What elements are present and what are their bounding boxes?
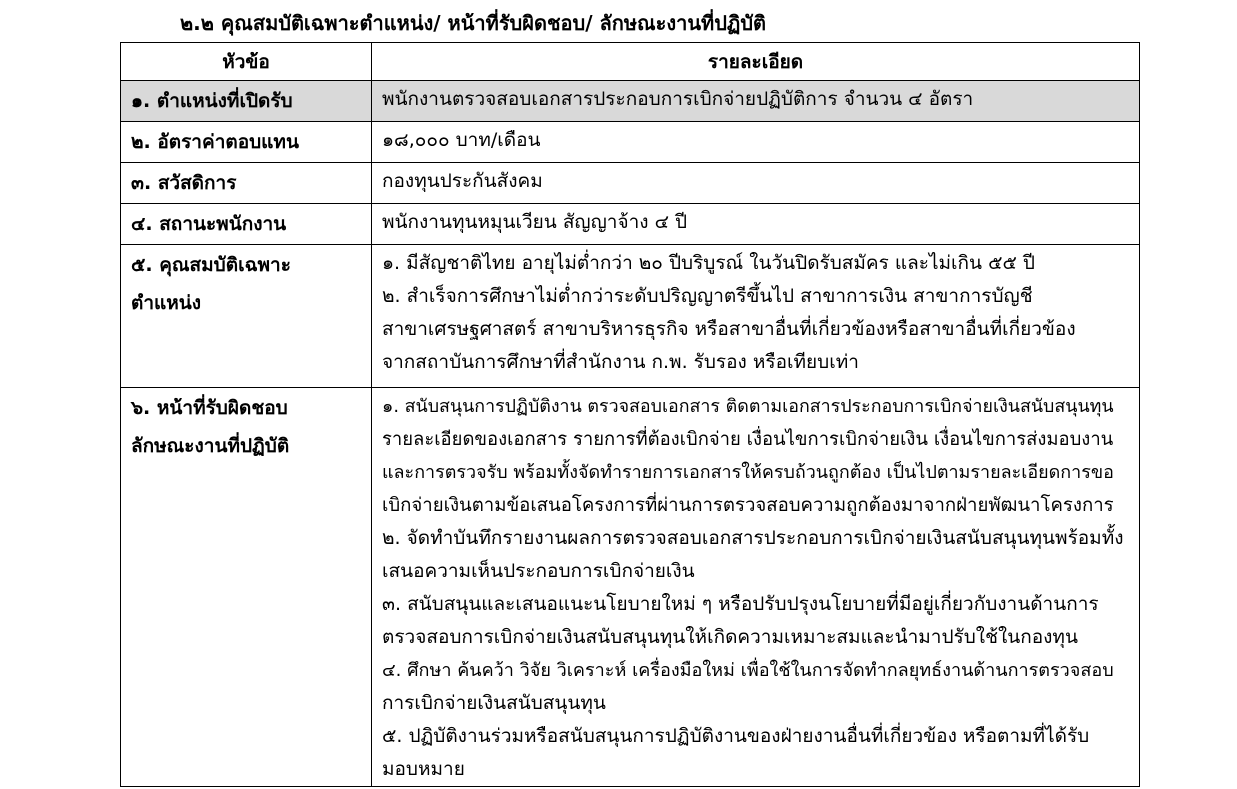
detail-line: ๑. สนับสนุนการปฏิบัติงาน ตรวจสอบเอกสาร ติดตามเอกสารประกอบการเบิกจ่ายเงินสนับสนุนทุน [382, 396, 1114, 417]
detail-line: และการตรวจรับ พร้อมทั้งจัดทำรายการเอกสารให้ครบถ้วนถูกต้อง เป็นไปตามรายละเอียดการขอ [382, 462, 1114, 483]
topic-text: ๕. คุณสมบัติเฉพาะ [131, 254, 291, 276]
detail-line: สาขาเศรษฐศาสตร์ สาขาบริหารธุรกิจ หรือสาขาอื่นที่เกี่ยวข้องหรือสาขาอื่นที่เกี่ยวข้อง [382, 318, 1076, 340]
header-detail: รายละเอียด [372, 43, 1140, 81]
table-row-salary [121, 122, 1140, 163]
detail-line: จากสถาบันการศึกษาที่สำนักงาน ก.พ. รับรอง หรือเทียบเท่า [382, 351, 859, 373]
header-topic: หัวข้อ [121, 43, 372, 81]
detail-line: ๒. จัดทำบันทึกรายงานผลการตรวจสอบเอกสารประกอบการเบิกจ่ายเงินสนับสนุนทุนพร้อมทั้ง [382, 527, 1124, 549]
detail-cell [372, 388, 1140, 787]
detail-text: กองทุนประกันสังคม [382, 170, 543, 192]
table-row-responsibilities [121, 388, 1140, 787]
topic-text: ๒. อัตราค่าตอบแทน [131, 131, 299, 153]
detail-line: ๔. ศึกษา ค้นคว้า วิจัย วิเคราะห์ เครื่องมือใหม่ เพื่อใช้ในการจัดทำกลยุทธ์งานด้านการตรวจสอบ [382, 660, 1114, 681]
topic-text: ๖. หน้าที่รับผิดชอบ [131, 397, 288, 419]
detail-cell [372, 204, 1140, 245]
table-row-qualifications [121, 245, 1140, 388]
detail-text: พนักงานทุนหมุนเวียน สัญญาจ้าง ๔ ปี [382, 211, 688, 233]
detail-line: เสนอความเห็นประกอบการเบิกจ่ายเงิน [382, 560, 695, 582]
detail-line: มอบหมาย [382, 758, 465, 780]
detail-line: ๒. สำเร็จการศึกษาไม่ต่ำกว่าระดับปริญญาตรีขึ้นไป สาขาการเงิน สาขาการบัญชี [382, 285, 1033, 307]
detail-line: ๓. สนับสนุนและเสนอแนะนโยบายใหม่ ๆ หรือปรับปรุงนโยบายที่มีอยู่เกี่ยวกับงานด้านการ [382, 593, 1099, 615]
topic-text: ๔. สถานะพนักงาน [131, 213, 287, 235]
table-row-employee-status [121, 204, 1140, 245]
detail-text: ๑๘,๐๐๐ บาท/เดือน [382, 129, 541, 151]
detail-text: พนักงานตรวจสอบเอกสารประกอบการเบิกจ่ายปฏิบัติการ จำนวน ๔ อัตรา [382, 88, 974, 110]
detail-cell [372, 245, 1140, 388]
topic-cell [121, 122, 372, 163]
detail-line: รายละเอียดของเอกสาร รายการที่ต้องเบิกจ่าย เงื่อนไขการเบิกจ่ายเงิน เงื่อนไขการส่งมอบงาน [382, 429, 1114, 450]
topic-cell [121, 204, 372, 245]
detail-line: ๑. มีสัญชาติไทย อายุไม่ต่ำกว่า ๒๐ ปีบริบูรณ์ ในวันปิดรับสมัคร และไม่เกิน ๕๕ ปี [382, 252, 1035, 274]
topic-cell [121, 388, 372, 787]
topic-text: ๓. สวัสดิการ [131, 172, 237, 194]
section-heading: ๒.๒ คุณสมบัติเฉพาะตำแหน่ง/ หน้าที่รับผิดชอบ/ ลักษณะงานที่ปฏิบัติ [180, 11, 767, 35]
topic-text: ๑. ตำแหน่งที่เปิดรับ [131, 90, 293, 112]
detail-cell [372, 163, 1140, 204]
table-row-welfare [121, 163, 1140, 204]
detail-cell [372, 81, 1140, 122]
topic-cell [121, 245, 372, 388]
detail-line: เบิกจ่ายเงินตามข้อเสนอโครงการที่ผ่านการตรวจสอบความถูกต้องมาจากฝ่ายพัฒนาโครงการ [382, 495, 1114, 516]
detail-line: การเบิกจ่ายเงินสนับสนุนทุน [382, 692, 606, 714]
detail-line: ๕. ปฏิบัติงานร่วมหรือสนับสนุนการปฏิบัติงานของฝ่ายงานอื่นที่เกี่ยวข้อง หรือตามที่ได้รับ [382, 725, 1090, 747]
topic-cell [121, 81, 372, 122]
table-row-position [121, 81, 1140, 122]
topic-cell [121, 163, 372, 204]
detail-cell [372, 122, 1140, 163]
table-header-row [121, 43, 1140, 81]
topic-text: ลักษณะงานที่ปฏิบัติ [131, 435, 290, 457]
qualification-table [120, 42, 1140, 787]
topic-text: ตำแหน่ง [131, 292, 202, 314]
detail-line: ตรวจสอบการเบิกจ่ายเงินสนับสนุนทุนให้เกิดความเหมาะสมและนำมาปรับใช้ในกองทุน [382, 626, 1078, 648]
